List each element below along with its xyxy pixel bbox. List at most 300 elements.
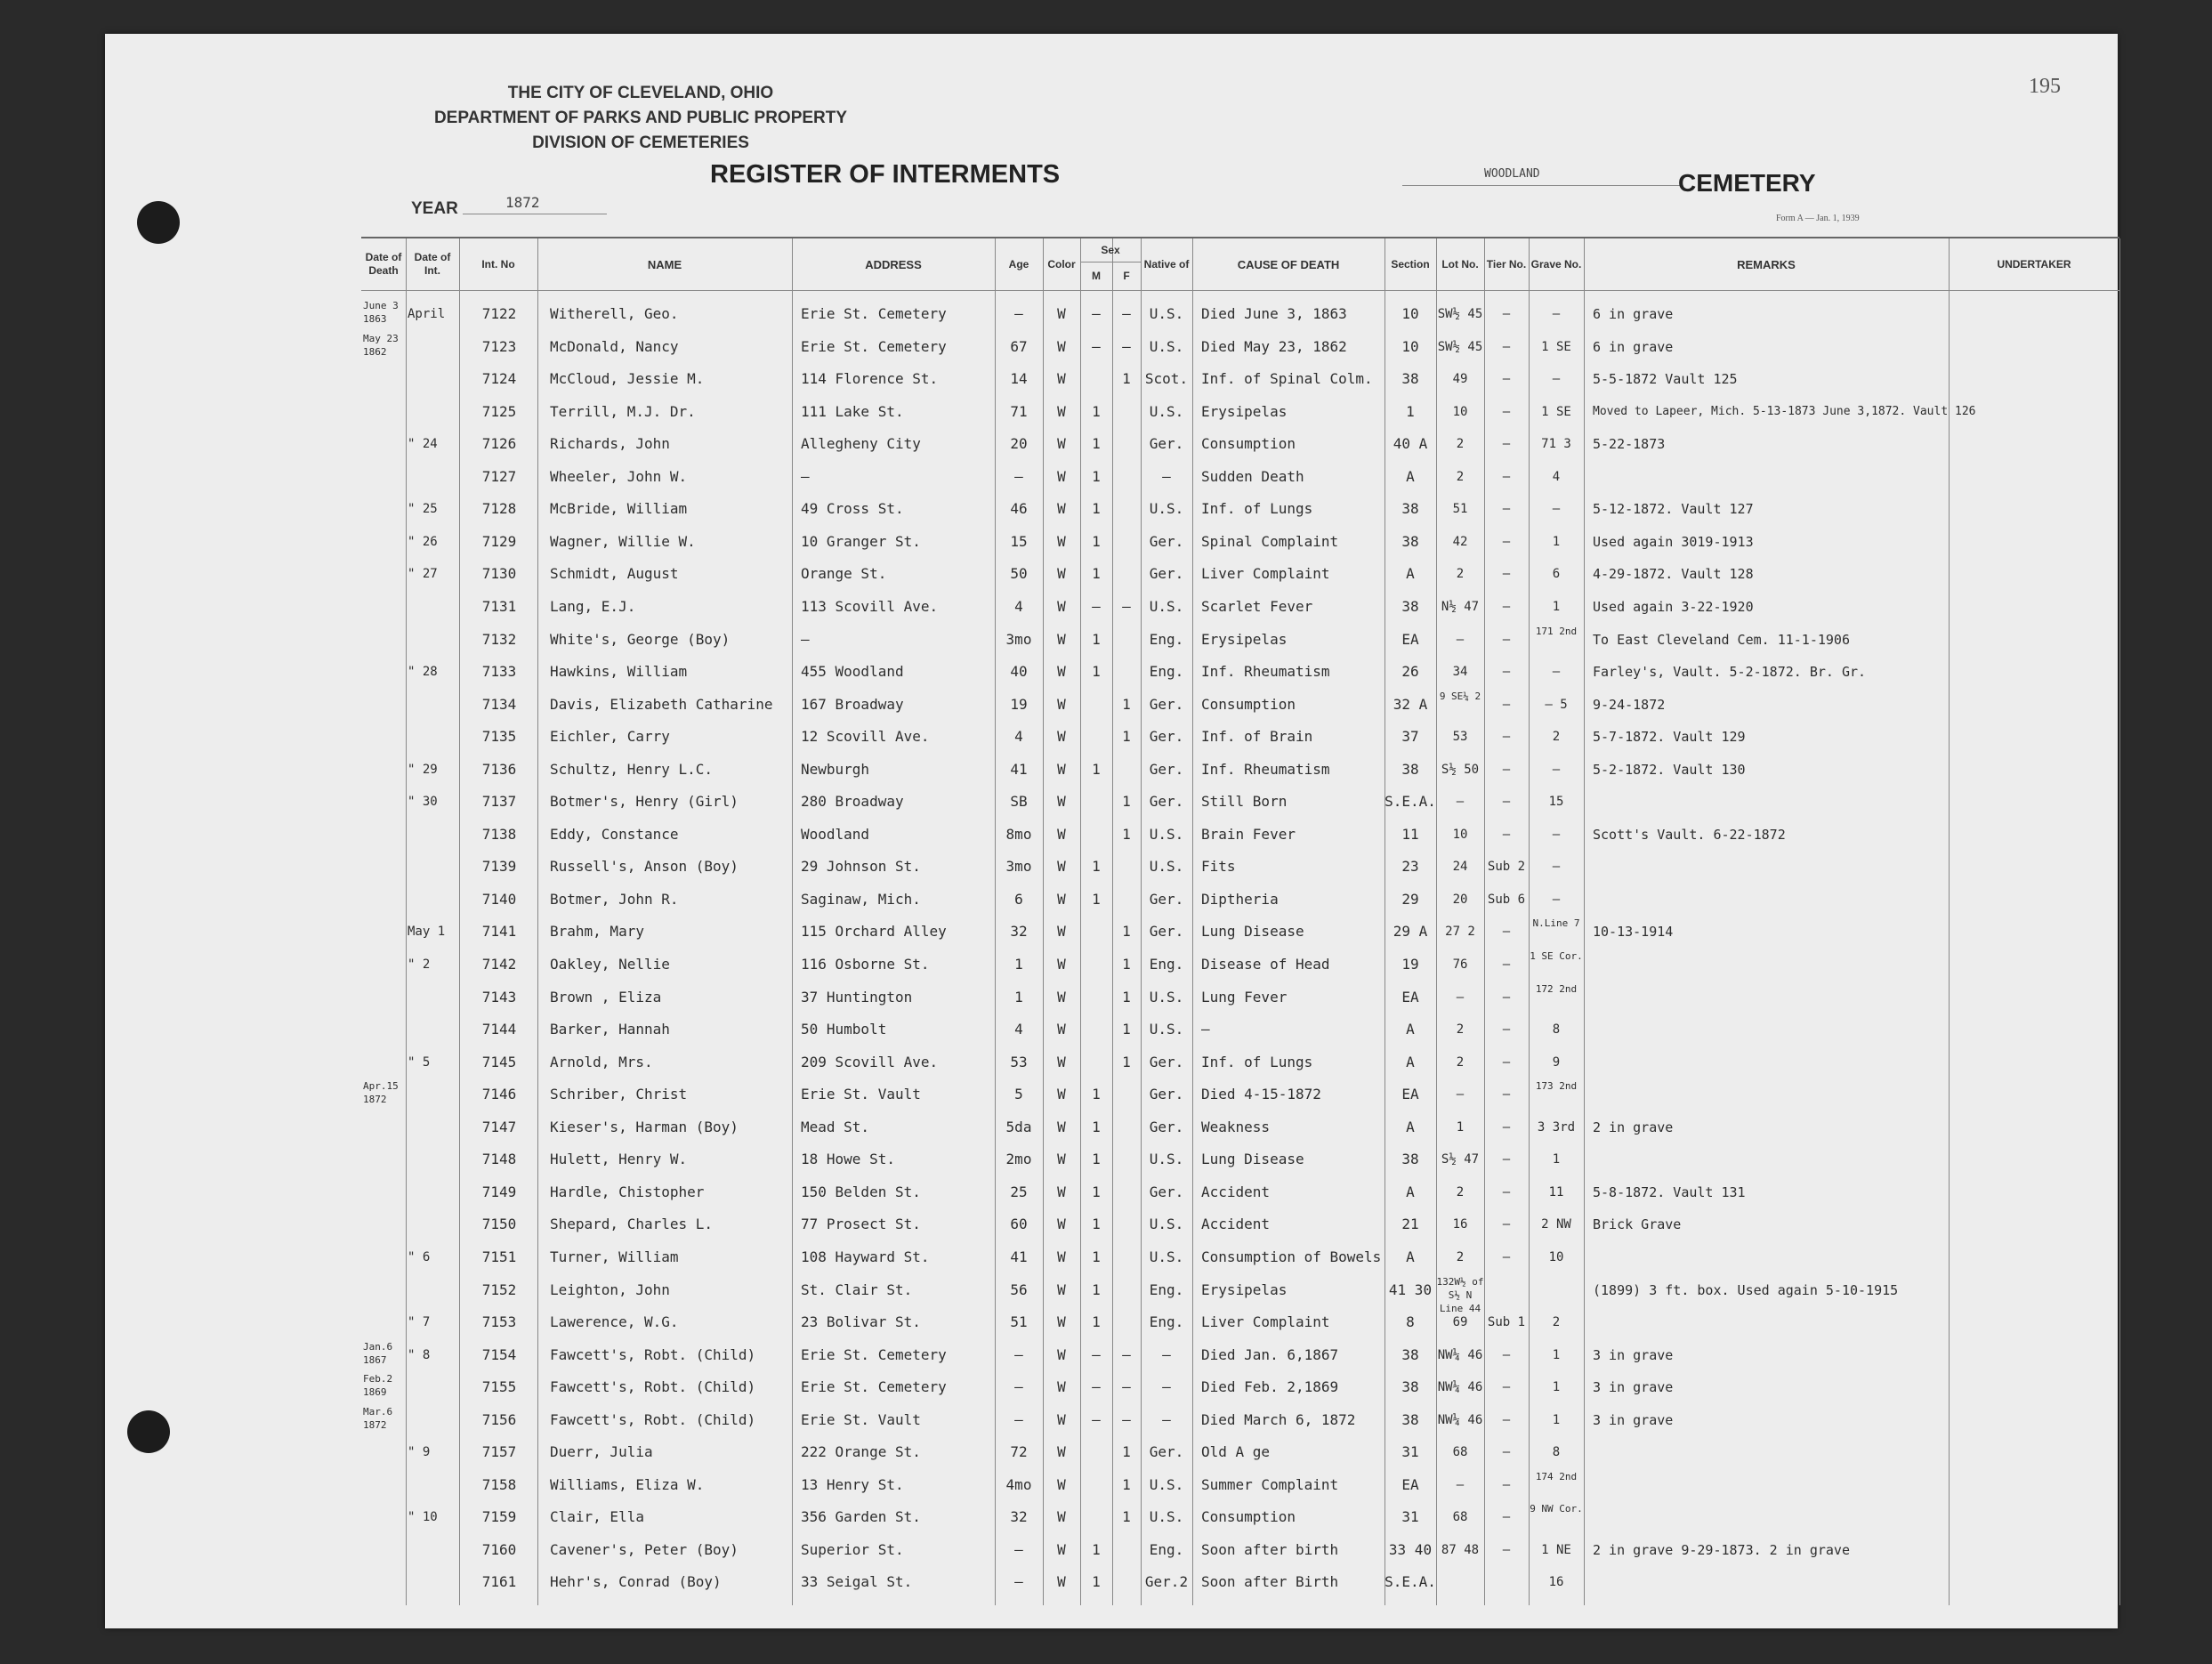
section-cell: 38: [1401, 500, 1419, 518]
color-cell: W: [1057, 370, 1066, 388]
tier-no-cell: –: [1502, 1022, 1511, 1038]
grave-no-cell: 8: [1552, 1445, 1561, 1460]
tier-no-cell: Sub 1: [1487, 1315, 1526, 1330]
native-of-cell: Ger.: [1149, 1443, 1184, 1461]
date-of-int-cell: " 9: [408, 1445, 431, 1460]
grave-no-cell: 4: [1552, 469, 1561, 484]
section-cell: 38: [1401, 1410, 1419, 1428]
sex-f-cell: –: [1122, 1378, 1131, 1396]
section-cell: 38: [1401, 1151, 1419, 1168]
sex-f-cell: [1112, 1206, 1141, 1239]
native-of-cell: Eng.: [1149, 663, 1184, 681]
int-no-cell: 7160: [481, 1540, 517, 1558]
cause-of-death-cell: Died Jan. 6,1867: [1201, 1345, 1339, 1363]
address-cell: Erie St. Cemetery: [801, 337, 947, 355]
date-of-int-cell: " 26: [408, 534, 438, 549]
name-cell: McDonald, Nancy: [550, 337, 679, 355]
color-cell: W: [1057, 1443, 1066, 1461]
cause-of-death-cell: Weakness: [1201, 1118, 1271, 1135]
age-cell: 60: [1010, 1216, 1028, 1233]
name-cell: Fawcett's, Robt. (Child): [550, 1378, 756, 1396]
int-no-cell: 7135: [481, 728, 517, 746]
int-no-cell: 7133: [481, 663, 517, 681]
sex-m-cell: –: [1092, 1410, 1101, 1428]
address-cell: 33 Seigal St.: [801, 1573, 913, 1591]
tier-no-cell: –: [1502, 990, 1511, 1005]
native-of-cell: U.S.: [1149, 825, 1184, 843]
remarks-cell: 3 in grave: [1593, 1379, 1674, 1396]
cause-of-death-cell: Consumption: [1201, 1508, 1296, 1526]
cause-of-death-cell: Inf. of Lungs: [1201, 1053, 1313, 1070]
int-no-cell: 7158: [481, 1475, 517, 1493]
cause-of-death-cell: Consumption of Bowels: [1201, 1248, 1382, 1265]
cause-of-death-cell: Inf. of Brain: [1201, 728, 1313, 746]
name-cell: Brahm, Mary: [550, 923, 644, 941]
date-of-int-cell: " 2: [408, 957, 431, 972]
tier-no-cell: –: [1502, 730, 1511, 745]
age-cell: 50: [1010, 565, 1028, 583]
color-cell: W: [1057, 1183, 1066, 1200]
date-of-death-cell: [363, 1498, 406, 1531]
remarks-cell: (1899) 3 ft. box. Used again 5-10-1915: [1593, 1281, 1899, 1298]
date-of-int-cell: [408, 1401, 459, 1434]
tier-no-cell: Sub 6: [1487, 892, 1526, 907]
int-no-cell: 7137: [481, 793, 517, 811]
cause-of-death-cell: Diptheria: [1201, 890, 1279, 908]
date-of-int-cell: " 30: [408, 795, 438, 810]
lot-no-cell: 2: [1456, 1249, 1465, 1264]
int-no-cell: 7130: [481, 565, 517, 583]
sex-m-cell: 1: [1092, 532, 1101, 550]
table-row: [361, 751, 2119, 784]
int-no-cell: 7134: [481, 695, 517, 713]
tier-no-cell: –: [1502, 502, 1511, 517]
address-cell: Erie St. Vault: [801, 1410, 921, 1428]
tier-no-cell: –: [1502, 795, 1511, 810]
color-cell: W: [1057, 1410, 1066, 1428]
section-cell: 26: [1401, 663, 1419, 681]
remarks-cell: 9-24-1872: [1593, 696, 1666, 713]
date-of-death-cell: [363, 393, 406, 426]
date-of-death-cell: [363, 490, 406, 523]
section-cell: 31: [1401, 1443, 1419, 1461]
date-of-int-cell: [408, 1011, 459, 1044]
name-cell: Witherell, Geo.: [550, 305, 679, 322]
native-of-cell: U.S.: [1149, 1475, 1184, 1493]
age-cell: 14: [1010, 370, 1028, 388]
tier-no-cell: –: [1502, 697, 1511, 712]
age-cell: 56: [1010, 1280, 1028, 1298]
cause-of-death-cell: Old A ge: [1201, 1443, 1271, 1461]
table-row: [361, 1109, 2119, 1142]
color-cell: W: [1057, 1540, 1066, 1558]
native-of-cell: U.S.: [1149, 500, 1184, 518]
address-cell: 108 Hayward St.: [801, 1248, 930, 1265]
lot-no-cell: 42: [1452, 534, 1468, 549]
sex-m-cell: 1: [1092, 663, 1101, 681]
date-of-death-cell: [363, 1206, 406, 1239]
address-cell: St. Clair St.: [801, 1280, 913, 1298]
date-of-death-cell: [363, 360, 406, 393]
name-cell: Turner, William: [550, 1248, 679, 1265]
remarks-cell: [1593, 1076, 1949, 1109]
native-of-cell: Ger.2: [1144, 1573, 1189, 1591]
native-of-cell: U.S.: [1149, 988, 1184, 1006]
lot-no-cell: 27 2: [1445, 925, 1475, 940]
col-date-of-int: Date of Int.: [414, 251, 451, 277]
col-name: NAME: [647, 257, 682, 271]
col-remarks: REMARKS: [1737, 257, 1796, 271]
punch-hole-bottom: [127, 1410, 170, 1453]
cause-of-death-cell: Brain Fever: [1201, 825, 1296, 843]
division-heading: DIVISION OF CEMETERIES: [532, 133, 749, 152]
section-cell: 37: [1401, 728, 1419, 746]
native-of-cell: Eng.: [1149, 630, 1184, 648]
color-cell: W: [1057, 1118, 1066, 1135]
sex-f-cell: [1112, 1272, 1141, 1305]
cause-of-death-cell: Inf. Rheumatism: [1201, 663, 1330, 681]
address-cell: Erie St. Cemetery: [801, 1378, 947, 1396]
section-cell: A: [1406, 1248, 1415, 1265]
int-no-cell: 7147: [481, 1118, 517, 1135]
tier-no-cell: –: [1502, 1477, 1511, 1492]
tier-no-cell: –: [1502, 469, 1511, 484]
int-no-cell: 7156: [481, 1410, 517, 1428]
age-cell: 4: [1014, 728, 1023, 746]
sex-f-cell: 1: [1122, 825, 1131, 843]
lot-no-cell: –: [1456, 990, 1465, 1005]
address-cell: Saginaw, Mich.: [801, 890, 921, 908]
date-of-death-cell: [363, 555, 406, 588]
sex-m-cell: 1: [1092, 402, 1101, 420]
grave-no-cell: – 5: [1545, 697, 1568, 712]
remarks-cell: Brick Grave: [1593, 1216, 1682, 1233]
lot-no-cell: 2: [1456, 1054, 1465, 1070]
sex-m-cell: 1: [1092, 890, 1101, 908]
grave-no-cell: 11: [1548, 1184, 1564, 1200]
int-no-cell: 7125: [481, 402, 517, 420]
sex-f-cell: [1112, 458, 1141, 491]
date-of-int-cell: [408, 1141, 459, 1174]
section-cell: 38: [1401, 760, 1419, 778]
sex-f-cell: –: [1122, 337, 1131, 355]
address-cell: 50 Humbolt: [801, 1021, 887, 1038]
address-cell: 167 Broadway: [801, 695, 904, 713]
date-of-death-cell: [363, 1141, 406, 1174]
native-of-cell: Ger.: [1149, 1183, 1184, 1200]
address-cell: 209 Scovill Ave.: [801, 1053, 939, 1070]
address-cell: 12 Scovill Ave.: [801, 728, 930, 746]
section-cell: A: [1406, 1053, 1415, 1070]
date-of-int-cell: [408, 458, 459, 491]
sex-m-cell: 1: [1092, 1540, 1101, 1558]
int-no-cell: 7127: [481, 467, 517, 485]
color-cell: W: [1057, 858, 1066, 876]
date-of-int-cell: [408, 1531, 459, 1564]
address-cell: 37 Huntington: [801, 988, 913, 1006]
address-cell: 222 Orange St.: [801, 1443, 921, 1461]
table-row: [361, 621, 2119, 654]
age-cell: 4mo: [1005, 1475, 1032, 1493]
table-row: [361, 458, 2119, 491]
col-section: Section: [1391, 257, 1430, 271]
col-sex-f: F: [1123, 269, 1130, 282]
sex-f-cell: 1: [1122, 1508, 1131, 1526]
native-of-cell: Eng.: [1149, 1313, 1184, 1331]
cause-of-death-cell: Spinal Complaint: [1201, 532, 1339, 550]
lot-no-cell: S½ 47: [1441, 1152, 1480, 1167]
cause-of-death-cell: Liver Complaint: [1201, 565, 1330, 583]
native-of-cell: U.S.: [1149, 1216, 1184, 1233]
section-cell: EA: [1401, 630, 1419, 648]
name-cell: White's, George (Boy): [550, 630, 731, 648]
sex-m-cell: 1: [1092, 435, 1101, 453]
name-cell: Shepard, Charles L.: [550, 1216, 714, 1233]
age-cell: 4: [1014, 597, 1023, 615]
name-cell: Hardle, Chistopher: [550, 1183, 705, 1200]
age-cell: 4: [1014, 1021, 1023, 1038]
date-of-int-cell: " 6: [408, 1249, 431, 1264]
sex-m-cell: 1: [1092, 1573, 1101, 1591]
tier-no-cell: –: [1502, 1542, 1511, 1557]
age-cell: 1: [1014, 988, 1023, 1006]
lot-no-cell: 20: [1452, 892, 1468, 907]
section-cell: EA: [1401, 1475, 1419, 1493]
grave-no-cell: 1: [1552, 599, 1561, 614]
native-of-cell: U.S.: [1149, 858, 1184, 876]
date-of-death-cell: Feb.2 1869: [363, 1373, 393, 1399]
address-cell: 23 Bolivar St.: [801, 1313, 921, 1331]
cause-of-death-cell: Consumption: [1201, 695, 1296, 713]
color-cell: W: [1057, 1248, 1066, 1265]
sex-m-cell: 1: [1092, 1280, 1101, 1298]
name-cell: Lang, E.J.: [550, 597, 636, 615]
date-of-int-cell: [408, 1563, 459, 1596]
name-cell: Brown , Eliza: [550, 988, 662, 1006]
sex-m-cell: [1080, 360, 1112, 393]
native-of-cell: Ger.: [1149, 1053, 1184, 1070]
section-cell: A: [1406, 467, 1415, 485]
sex-m-cell: –: [1092, 1345, 1101, 1363]
date-of-int-cell: " 8: [408, 1347, 431, 1362]
lot-no-cell: 68: [1452, 1510, 1468, 1525]
name-cell: Russell's, Anson (Boy): [550, 858, 739, 876]
date-of-death-cell: [363, 783, 406, 816]
remarks-cell: 4-29-1872. Vault 128: [1593, 566, 1754, 583]
name-cell: Terrill, M.J. Dr.: [550, 402, 696, 420]
remarks-cell: [1593, 1044, 1949, 1077]
table-row: [361, 425, 2119, 458]
remarks-cell: [1593, 1239, 1949, 1272]
native-of-cell: Ger.: [1149, 728, 1184, 746]
date-of-death-cell: [363, 913, 406, 946]
address-cell: 280 Broadway: [801, 793, 904, 811]
native-of-cell: Ger.: [1149, 890, 1184, 908]
tier-no-cell: [1484, 1563, 1529, 1596]
cause-of-death-cell: Inf. of Lungs: [1201, 500, 1313, 518]
name-cell: Lawerence, W.G.: [550, 1313, 679, 1331]
section-cell: 32 A: [1393, 695, 1428, 713]
grave-no-cell: –: [1552, 372, 1561, 387]
date-of-death-cell: [363, 718, 406, 751]
address-cell: –: [801, 630, 810, 648]
date-of-int-cell: [408, 1109, 459, 1142]
sex-m-cell: 1: [1092, 1118, 1101, 1135]
int-no-cell: 7139: [481, 858, 517, 876]
date-of-int-cell: [408, 1466, 459, 1499]
section-cell: A: [1406, 1118, 1415, 1135]
year-label: YEAR: [411, 199, 458, 218]
native-of-cell: Ger.: [1149, 1118, 1184, 1135]
section-cell: 1: [1406, 402, 1415, 420]
date-of-death-cell: [363, 881, 406, 914]
native-of-cell: Ger.: [1149, 695, 1184, 713]
int-no-cell: 7155: [481, 1378, 517, 1396]
age-cell: 25: [1010, 1183, 1028, 1200]
grave-no-cell: 1: [1552, 1380, 1561, 1395]
native-of-cell: U.S.: [1149, 1151, 1184, 1168]
remarks-cell: [1593, 1304, 1949, 1337]
sex-f-cell: [1112, 490, 1141, 523]
date-of-death-cell: [363, 946, 406, 979]
age-cell: –: [1014, 305, 1023, 322]
sex-m-cell: [1080, 1434, 1112, 1466]
lot-no-cell: 10: [1452, 827, 1468, 842]
date-of-int-cell: [408, 588, 459, 621]
name-cell: Fawcett's, Robt. (Child): [550, 1345, 756, 1363]
address-cell: Newburgh: [801, 760, 870, 778]
int-no-cell: 7161: [481, 1573, 517, 1591]
sex-m-cell: –: [1092, 1378, 1101, 1396]
address-cell: Allegheny City: [801, 435, 921, 453]
date-of-int-cell: [408, 328, 459, 361]
section-cell: A: [1406, 565, 1415, 583]
remarks-cell: 5-12-1872. Vault 127: [1593, 501, 1754, 518]
age-cell: 6: [1014, 890, 1023, 908]
color-cell: W: [1057, 467, 1066, 485]
cause-of-death-cell: Inf. Rheumatism: [1201, 760, 1330, 778]
cause-of-death-cell: Died Feb. 2,1869: [1201, 1378, 1339, 1396]
tier-no-cell: –: [1502, 1249, 1511, 1264]
age-cell: 5: [1014, 1086, 1023, 1103]
int-no-cell: 7153: [481, 1313, 517, 1331]
lot-no-cell: 16: [1452, 1217, 1468, 1232]
date-of-death-cell: May 23 1862: [363, 332, 399, 358]
lot-no-cell: 49: [1452, 372, 1468, 387]
remarks-cell: Farley's, Vault. 5-2-1872. Br. Gr.: [1593, 664, 1867, 681]
date-of-death-cell: Jan.6 1867: [363, 1340, 393, 1366]
table-row: [361, 816, 2119, 849]
native-of-cell: –: [1162, 467, 1171, 485]
sex-m-cell: [1080, 718, 1112, 751]
age-cell: 5da: [1005, 1118, 1032, 1135]
form-reference: Form A — Jan. 1, 1939: [1776, 214, 1860, 223]
lot-no-cell: S½ 50: [1441, 762, 1480, 777]
tier-no-cell: –: [1502, 1152, 1511, 1167]
table-row: [361, 1076, 2119, 1109]
int-no-cell: 7151: [481, 1248, 517, 1265]
grave-no-cell: 9 NW Cor.: [1530, 1503, 1583, 1515]
sex-f-cell: [1112, 1531, 1141, 1564]
int-no-cell: 7144: [481, 1021, 517, 1038]
remarks-cell: [1593, 1563, 1949, 1596]
name-cell: Williams, Eliza W.: [550, 1475, 705, 1493]
age-cell: 53: [1010, 1053, 1028, 1070]
date-of-int-cell: [408, 360, 459, 393]
name-cell: Botmer, John R.: [550, 890, 679, 908]
section-cell: 33 40: [1388, 1540, 1433, 1558]
int-no-cell: 7122: [481, 305, 517, 322]
name-cell: McBride, William: [550, 500, 688, 518]
sex-m-cell: 1: [1092, 565, 1101, 583]
int-no-cell: 7142: [481, 956, 517, 973]
sex-f-cell: –: [1122, 597, 1131, 615]
section-cell: 38: [1401, 597, 1419, 615]
sex-m-cell: 1: [1092, 500, 1101, 518]
grave-no-cell: –: [1552, 827, 1561, 842]
sex-m-cell: [1080, 1044, 1112, 1077]
color-cell: W: [1057, 793, 1066, 811]
col-address: ADDRESS: [865, 257, 922, 271]
section-cell: 29: [1401, 890, 1419, 908]
lot-no-cell: 69: [1452, 1315, 1468, 1330]
native-of-cell: Ger.: [1149, 435, 1184, 453]
color-cell: W: [1057, 1573, 1066, 1591]
age-cell: 67: [1010, 337, 1028, 355]
grave-no-cell: 1: [1552, 534, 1561, 549]
age-cell: 72: [1010, 1443, 1028, 1461]
grave-no-cell: 2: [1552, 730, 1561, 745]
tier-no-cell: –: [1502, 404, 1511, 419]
color-cell: W: [1057, 663, 1066, 681]
sex-f-cell: [1112, 881, 1141, 914]
sex-f-cell: [1112, 1563, 1141, 1596]
name-cell: Clair, Ella: [550, 1508, 644, 1526]
grave-no-cell: 10: [1548, 1249, 1564, 1264]
sex-f-cell: [1112, 1141, 1141, 1174]
native-of-cell: Ger.: [1149, 923, 1184, 941]
grave-no-cell: 1: [1552, 1152, 1561, 1167]
sex-m-cell: –: [1092, 305, 1101, 322]
table-row: [361, 783, 2119, 816]
address-cell: Erie St. Vault: [801, 1086, 921, 1103]
sex-m-cell: [1080, 979, 1112, 1012]
sex-f-cell: [1112, 393, 1141, 426]
date-of-int-cell: [408, 621, 459, 654]
col-sex: Sex: [1101, 243, 1120, 256]
header-bottom-line: [361, 290, 2119, 291]
punch-hole-top: [137, 201, 180, 244]
remarks-cell: [1593, 848, 1949, 881]
section-cell: EA: [1401, 988, 1419, 1006]
date-of-death-cell: [363, 1434, 406, 1466]
cemetery-label: CEMETERY: [1678, 169, 1816, 197]
address-cell: 18 Howe St.: [801, 1151, 895, 1168]
sex-m-cell: [1080, 1466, 1112, 1499]
sex-f-cell: 1: [1122, 923, 1131, 941]
lot-no-cell: 9 SE¼ 2: [1439, 690, 1481, 702]
sex-f-cell: 1: [1122, 1021, 1131, 1038]
cause-of-death-cell: Sudden Death: [1201, 467, 1304, 485]
date-of-death-cell: [363, 1109, 406, 1142]
grave-no-cell: [1529, 1272, 1584, 1305]
table-row: [361, 718, 2119, 751]
department-heading: DEPARTMENT OF PARKS AND PUBLIC PROPERTY: [433, 109, 848, 127]
table-row: [361, 490, 2119, 523]
col-color: Color: [1047, 257, 1076, 271]
sex-f-cell: 1: [1122, 370, 1131, 388]
native-of-cell: U.S.: [1149, 305, 1184, 322]
